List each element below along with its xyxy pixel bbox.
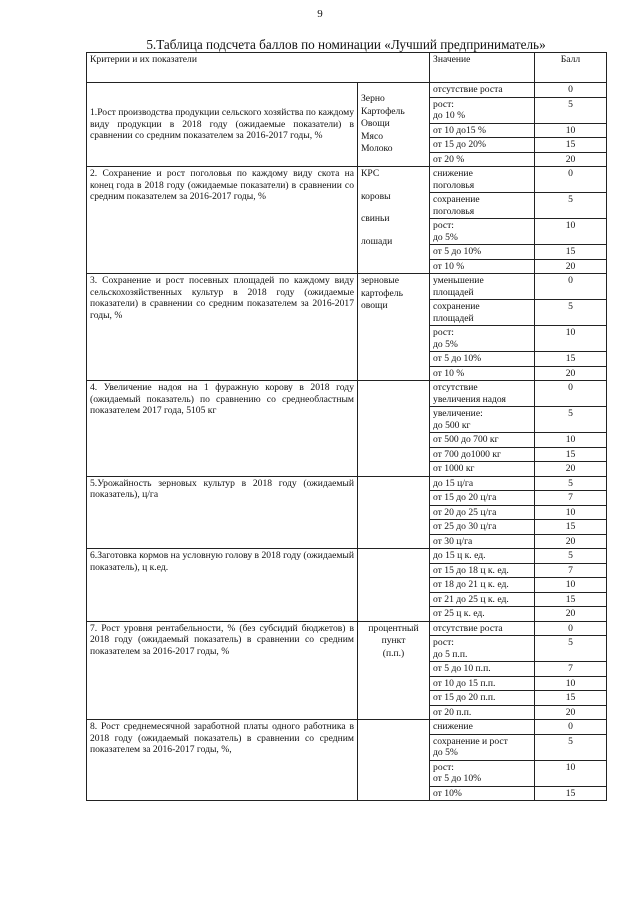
subcategory-cell: [358, 381, 430, 477]
score-cell: 5: [535, 97, 607, 123]
score-cell: 5: [535, 193, 607, 219]
subcategory-item: Зерно: [361, 93, 385, 105]
subcategory-item: КРС: [361, 168, 380, 179]
criterion-text: 3. Сохранение и рост посевных площадей по каждому виду сельскохозяйственных культур в 2018 году (ожидаемые показатели) в сравнении со средним показателем за 2016-2017 годы, %: [87, 274, 358, 381]
scoring-table: [86, 52, 607, 801]
value-cell: отсутствие роста: [430, 621, 535, 636]
score-cell: 7: [535, 662, 607, 677]
subcategory-item: овощи: [361, 300, 388, 311]
value-cell: от 1000 кг: [430, 462, 535, 477]
value-cell: от 5 до 10 п.п.: [430, 662, 535, 677]
table-row: [87, 549, 607, 564]
table-title: 5.Таблица подсчета баллов по номинации «Лучший предприниматель»: [146, 37, 546, 52]
value-cell: от 30 ц/га: [430, 534, 535, 549]
value-cell: сохранение площадей: [430, 300, 535, 326]
value-cell: от 25 ц к. ед.: [430, 607, 535, 622]
value-cell: от 5 до 10%: [430, 245, 535, 260]
score-cell: 20: [535, 534, 607, 549]
criterion-text: 1.Рост производства продукции сельского хозяйства по каждому виду продукции в 2018 году (ожидаемые показатели) в сравнении со средним показателем за 2016-2017 годы, %: [87, 83, 358, 167]
value-cell: от 10 %: [430, 259, 535, 274]
value-cell: от 20 п.п.: [430, 705, 535, 720]
score-cell: 15: [535, 352, 607, 367]
score-cell: 5: [535, 734, 607, 760]
value-cell: от 15 до 20%: [430, 138, 535, 153]
score-cell: 7: [535, 563, 607, 578]
value-cell: снижение поголовья: [430, 167, 535, 193]
score-cell: 15: [535, 520, 607, 535]
subcategory-item: зерновые: [361, 275, 400, 286]
score-cell: 10: [535, 326, 607, 352]
value-cell: отсутствие увеличения надоя: [430, 381, 535, 407]
subcategory-item: Картофель: [361, 105, 405, 117]
value-cell: от 20 %: [430, 152, 535, 167]
score-cell: 10: [535, 433, 607, 448]
score-cell: 15: [535, 592, 607, 607]
score-cell: 0: [535, 83, 607, 98]
table-row: [87, 167, 607, 193]
criterion-text: 2. Сохранение и рост поголовья по каждому виду скота на конец года в 2018 году (ожидаемые показатели) в сравнении со средним показателем за 2016-2017 годы, %: [87, 167, 358, 274]
score-cell: 5: [535, 407, 607, 433]
score-cell: 10: [535, 123, 607, 138]
value-cell: увеличение: до 500 кг: [430, 407, 535, 433]
subcategory-cell: [358, 476, 430, 549]
value-cell: до 15 ц/га: [430, 476, 535, 491]
score-cell: 10: [535, 219, 607, 245]
score-cell: 5: [535, 636, 607, 662]
value-cell: снижение: [430, 720, 535, 735]
header-value: Значение: [430, 53, 535, 83]
subcategory-item: процентный: [368, 622, 419, 634]
subcategory-item: лошади: [361, 235, 393, 247]
value-cell: от 20 до 25 ц/га: [430, 505, 535, 520]
value-cell: уменьшение площадей: [430, 274, 535, 300]
score-cell: 15: [535, 691, 607, 706]
table-row: [87, 720, 607, 735]
criterion-text: 6.Заготовка кормов на условную голову в 2018 году (ожидаемый показатель), ц к.ед.: [87, 549, 358, 622]
value-cell: от 10 до 15 п.п.: [430, 676, 535, 691]
header-row: [87, 53, 607, 83]
table-row: [87, 381, 607, 407]
page-number: 9: [317, 8, 323, 20]
score-cell: 15: [535, 245, 607, 260]
subcategory-item: картофель: [361, 287, 403, 299]
value-cell: от 18 до 21 ц к. ед.: [430, 578, 535, 593]
subcategory-item: пункт: [381, 635, 406, 646]
value-cell: от 10 %: [430, 366, 535, 381]
header-score: Балл: [535, 53, 607, 83]
table-row: [87, 83, 607, 98]
value-cell: рост: до 5%: [430, 326, 535, 352]
score-cell: 20: [535, 366, 607, 381]
value-cell: от 5 до 10%: [430, 352, 535, 367]
score-cell: 10: [535, 505, 607, 520]
subcategory-cell: [358, 720, 430, 801]
value-cell: рост: до 5%: [430, 219, 535, 245]
value-cell: рост: до 5 п.п.: [430, 636, 535, 662]
score-cell: 20: [535, 705, 607, 720]
value-cell: от 700 до1000 кг: [430, 447, 535, 462]
table-row: [87, 621, 607, 636]
criterion-text: 4. Увеличение надоя на 1 фуражную корову в 2018 году (ожидаемый показатель) по сравнению со среднеобластным показателем 2017 года, 5105 кг: [87, 381, 358, 477]
value-cell: рост: от 5 до 10%: [430, 760, 535, 786]
score-cell: 0: [535, 167, 607, 193]
score-cell: 5: [535, 476, 607, 491]
value-cell: от 10 до15 %: [430, 123, 535, 138]
value-cell: от 25 до 30 ц/га: [430, 520, 535, 535]
value-cell: от 21 до 25 ц к. ед.: [430, 592, 535, 607]
subcategory-item: Мясо: [361, 130, 383, 142]
score-cell: 15: [535, 786, 607, 801]
value-cell: от 15 до 18 ц к. ед.: [430, 563, 535, 578]
score-cell: 0: [535, 621, 607, 636]
subcategory-item: Овощи: [361, 118, 390, 130]
score-cell: 0: [535, 381, 607, 407]
value-cell: до 15 ц к. ед.: [430, 549, 535, 564]
value-cell: сохранение и рост до 5%: [430, 734, 535, 760]
criterion-text: 8. Рост среднемесячной заработной платы одного работника в 2018 году (ожидаемый показатель) в сравнении со средним показателем за 2016-2017 годы, %,: [87, 720, 358, 801]
header-criteria: Критерии и их показатели: [87, 53, 430, 83]
table-row: [87, 274, 607, 300]
score-cell: 0: [535, 274, 607, 300]
subcategory-cell: [358, 621, 430, 720]
score-cell: 15: [535, 138, 607, 153]
score-cell: 10: [535, 676, 607, 691]
value-cell: рост: до 10 %: [430, 97, 535, 123]
score-cell: 5: [535, 549, 607, 564]
value-cell: от 15 до 20 ц/га: [430, 491, 535, 506]
score-cell: 7: [535, 491, 607, 506]
value-cell: от 10%: [430, 786, 535, 801]
value-cell: от 500 до 700 кг: [430, 433, 535, 448]
score-cell: 20: [535, 462, 607, 477]
subcategory-cell: [358, 167, 430, 274]
score-cell: 15: [535, 447, 607, 462]
score-cell: 5: [535, 300, 607, 326]
value-cell: от 15 до 20 п.п.: [430, 691, 535, 706]
subcategory-item: коровы: [361, 190, 391, 202]
subcategory-item: свиньи: [361, 213, 390, 224]
score-cell: 20: [535, 259, 607, 274]
criterion-text: 5.Урожайность зерновых культур в 2018 году (ожидаемый показатель), ц/га: [87, 476, 358, 549]
score-cell: 20: [535, 152, 607, 167]
subcategory-item: Молоко: [361, 143, 393, 155]
subcategory-cell: [358, 83, 430, 167]
table-row: [87, 476, 607, 491]
value-cell: сохранение поголовья: [430, 193, 535, 219]
score-cell: 0: [535, 720, 607, 735]
score-cell: 20: [535, 607, 607, 622]
value-cell: отсутствие роста: [430, 83, 535, 98]
subcategory-cell: [358, 549, 430, 622]
score-cell: 10: [535, 578, 607, 593]
subcategory-item: (п.п.): [382, 647, 405, 659]
criterion-text: 7. Рост уровня рентабельности, % (без субсидий бюджетов) в 2018 году (ожидаемый показатель) в сравнении со средним показателем за 2016-2017 годы, %: [87, 621, 358, 720]
subcategory-cell: [358, 274, 430, 381]
score-cell: 10: [535, 760, 607, 786]
